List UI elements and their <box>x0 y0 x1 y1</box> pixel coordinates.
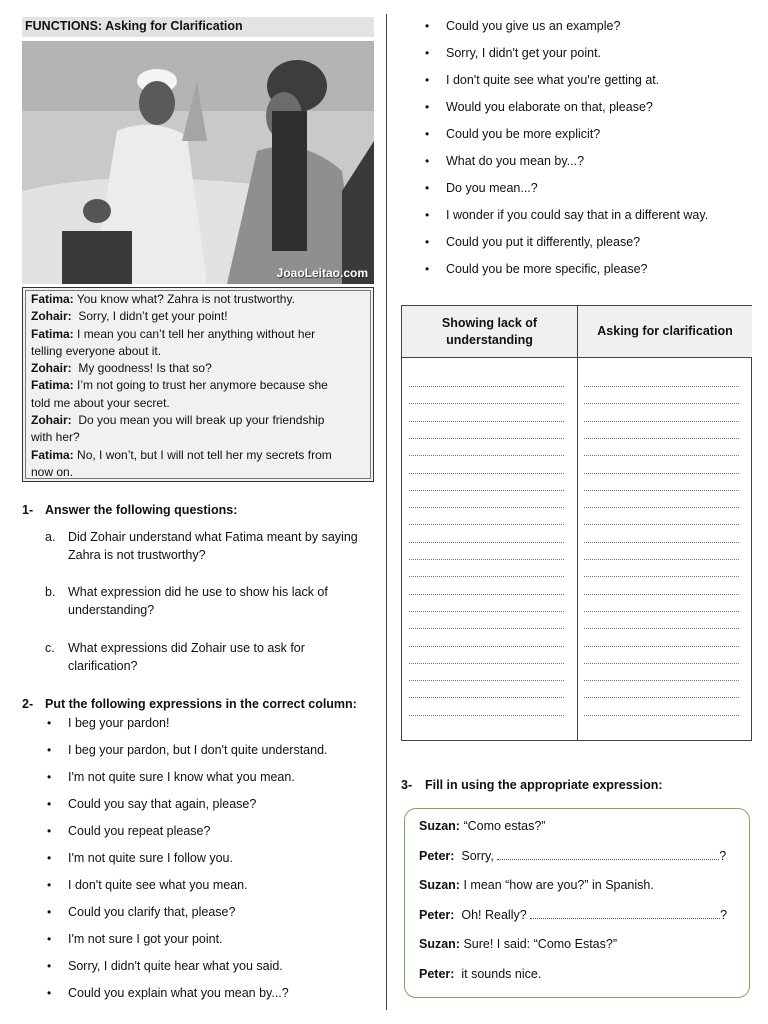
question-line: understanding? <box>68 603 155 617</box>
bullet-icon: • <box>47 851 52 865</box>
question-line: What expressions did Zohair use to ask for <box>68 641 305 655</box>
expression-item <box>47 714 328 741</box>
bullet-icon: • <box>47 743 52 757</box>
expression-text: I don't quite see what you're getting at. <box>446 73 660 87</box>
table-header-lack-of-understanding: Showing lack of understanding <box>402 306 577 358</box>
bullet-icon: • <box>425 73 430 87</box>
expression-item <box>425 71 708 98</box>
dialogue-line <box>31 343 365 360</box>
photo-watermark: JoaoLeitao.com <box>276 266 368 280</box>
answer-line-left[interactable] <box>409 438 564 439</box>
expression-item <box>47 984 328 1011</box>
question-line: What expression did he use to show his lack of <box>68 585 328 599</box>
answer-line-left[interactable] <box>409 490 564 491</box>
answer-line-right[interactable] <box>584 542 739 543</box>
dialogue-line <box>31 360 365 377</box>
answer-line-left[interactable] <box>409 386 564 387</box>
expression-text: What do you mean by...? <box>446 154 585 168</box>
answer-line-left[interactable] <box>409 663 564 664</box>
fill-in-text: Oh! Really? <box>454 907 531 922</box>
answer-line-left[interactable] <box>409 559 564 560</box>
table-header-asking-for-clarification: Asking for clarification <box>577 306 752 358</box>
question-1-heading <box>22 503 237 517</box>
dialogue-text: with her? <box>31 430 80 445</box>
question-letter: c. <box>45 641 55 655</box>
question-mark: ? <box>720 907 728 922</box>
dialogue-text: told me about your secret. <box>31 395 170 410</box>
fill-in-text: Sorry, <box>454 848 498 863</box>
answer-line-left[interactable] <box>409 628 564 629</box>
answer-line-left[interactable] <box>409 576 564 577</box>
expression-text: Sorry, I didn't get your point. <box>446 46 602 60</box>
answer-line-right[interactable] <box>584 386 739 387</box>
bullet-icon: • <box>47 797 52 811</box>
answer-line-right[interactable] <box>584 646 739 647</box>
dialogue-line <box>31 464 365 481</box>
expression-text: I'm not sure I got your point. <box>68 932 223 946</box>
dialogue-line <box>31 308 365 325</box>
expression-item <box>425 125 708 152</box>
page-title: FUNCTIONS: Asking for Clarification <box>22 17 374 37</box>
answer-line-right[interactable] <box>584 559 739 560</box>
fill-in-text: I mean “how are you?” in Spanish. <box>459 878 654 892</box>
question-line: clarification? <box>68 659 138 673</box>
expression-text: Could you say that again, please? <box>68 797 257 811</box>
answer-line-right[interactable] <box>584 697 739 698</box>
bullet-icon: • <box>47 824 52 838</box>
question-2-text: Put the following expressions in the correct column: <box>45 697 357 711</box>
question-2-number: 2- <box>22 697 34 711</box>
expression-list-right <box>425 17 709 287</box>
expression-list-left <box>47 714 328 1011</box>
dialogue-inner <box>25 290 371 479</box>
question-mark: ? <box>719 848 727 863</box>
bullet-icon: • <box>425 154 430 168</box>
fill-in-line <box>419 906 749 936</box>
speaker-name: Suzan: <box>419 819 460 833</box>
fill-in-text: it sounds nice. <box>454 966 542 981</box>
speaker-name: Peter: <box>419 848 455 863</box>
expression-text: Could you be more specific, please? <box>446 262 648 276</box>
expression-text: Could you be more explicit? <box>446 127 601 141</box>
answer-line-left[interactable] <box>409 421 564 422</box>
fill-in-blank[interactable] <box>497 849 719 860</box>
speaker-name: Peter: <box>419 907 455 922</box>
answer-table <box>401 305 752 741</box>
question-1b <box>45 583 365 619</box>
speaker-name: Suzan: <box>419 937 460 951</box>
expression-item <box>47 957 328 984</box>
dialogue-text: My goodness! Is that so? <box>71 361 212 376</box>
answer-line-right[interactable] <box>584 455 739 456</box>
answer-line-left[interactable] <box>409 680 564 681</box>
bullet-icon: • <box>425 127 430 141</box>
answer-line-right[interactable] <box>584 421 739 422</box>
dialogue-text: You know what? Zahra is not trustworthy. <box>73 292 295 306</box>
question-2-heading <box>22 697 357 711</box>
answer-line-left[interactable] <box>409 646 564 647</box>
expression-item <box>425 206 709 233</box>
answer-line-right[interactable] <box>584 715 739 716</box>
dialogue-text: I mean you can’t tell her anything without her <box>73 326 316 341</box>
speaker-name: Fatima: <box>31 447 74 462</box>
expression-text: I beg your pardon! <box>68 716 170 730</box>
dialogue-text: I’m not going to trust her anymore because she <box>73 378 328 393</box>
bullet-icon: • <box>425 100 430 114</box>
question-1a <box>45 528 365 564</box>
speaker-name: Peter: <box>419 966 455 981</box>
dialogue-line <box>31 429 365 446</box>
answer-line-right[interactable] <box>584 403 739 404</box>
expression-item <box>47 768 328 795</box>
speaker-name: Fatima: <box>31 326 74 341</box>
question-3-text: Fill in using the appropriate expression: <box>425 778 663 792</box>
answer-line-right[interactable] <box>584 594 739 595</box>
expression-item <box>47 822 328 849</box>
expression-text: I'm not quite sure I know what you mean. <box>68 770 295 784</box>
question-1-text: Answer the following questions: <box>45 503 238 517</box>
expression-item <box>47 930 328 957</box>
fill-in-line <box>419 935 749 965</box>
answer-line-left[interactable] <box>409 594 564 595</box>
question-line: Zahra is not trustworthy? <box>68 548 206 562</box>
fill-in-blank[interactable] <box>530 908 720 919</box>
bullet-icon: • <box>47 986 52 1000</box>
question-letter: a. <box>45 530 56 544</box>
answer-line-left[interactable] <box>409 542 564 543</box>
bullet-icon: • <box>425 46 430 60</box>
answer-line-left[interactable] <box>409 455 564 456</box>
bullet-icon: • <box>425 19 430 33</box>
bullet-icon: • <box>47 905 52 919</box>
expression-item <box>425 44 708 71</box>
expression-text: I wonder if you could say that in a different way. <box>446 208 709 222</box>
expression-item <box>47 795 328 822</box>
bullet-icon: • <box>425 208 430 222</box>
expression-item <box>425 233 708 260</box>
answer-line-right[interactable] <box>584 663 739 664</box>
expression-item <box>47 741 328 768</box>
question-1-number: 1- <box>22 503 34 517</box>
table-column-divider <box>577 358 578 741</box>
fill-in-text: “Como estas?” <box>459 819 546 833</box>
dialogue-text: No, I won’t, but I will not tell her my secrets from <box>73 447 332 462</box>
dialogue-text: now on. <box>31 464 74 479</box>
expression-text: Sorry, I didn't quite hear what you said. <box>68 959 283 973</box>
answer-line-right[interactable] <box>584 576 739 577</box>
dialogue-text: telling everyone about it. <box>31 343 162 358</box>
expression-text: I beg your pardon, but I don't quite understand. <box>68 743 328 757</box>
expression-text: Do you mean...? <box>446 181 538 195</box>
speaker-name: Fatima: <box>31 292 74 306</box>
expression-text: Could you clarify that, please? <box>68 905 236 919</box>
answer-line-left[interactable] <box>409 403 564 404</box>
expression-item <box>425 98 708 125</box>
fill-in-text: Sure! I said: “Como Estas?” <box>459 937 617 951</box>
bullet-icon: • <box>47 932 52 946</box>
answer-line-right[interactable] <box>584 628 739 629</box>
expression-text: Would you elaborate on that, please? <box>446 100 653 114</box>
speaker-name: Zohair: <box>31 309 72 324</box>
bullet-icon: • <box>47 716 52 730</box>
expression-item <box>47 903 328 930</box>
answer-line-left[interactable] <box>409 715 564 716</box>
speaker-name: Zohair: <box>31 361 72 376</box>
expression-item <box>425 17 708 44</box>
speaker-name: Suzan: <box>419 878 460 892</box>
expression-item <box>425 152 708 179</box>
dialogue-line <box>31 412 365 429</box>
expression-text: Could you repeat please? <box>68 824 211 838</box>
expression-item <box>425 260 708 287</box>
bullet-icon: • <box>47 878 52 892</box>
expression-text: I'm not quite sure I follow you. <box>68 851 233 865</box>
question-letter: b. <box>45 585 56 599</box>
fill-in-dialogue-box <box>404 808 750 998</box>
illustration-photo <box>22 41 374 284</box>
expression-text: Could you explain what you mean by...? <box>68 986 289 1000</box>
photo-drawing <box>22 41 374 284</box>
question-3-heading <box>401 778 663 792</box>
fill-in-line <box>419 876 749 906</box>
answer-line-right[interactable] <box>584 507 739 508</box>
answer-line-left[interactable] <box>409 473 564 474</box>
expression-text: I don't quite see what you mean. <box>68 878 248 892</box>
answer-line-right[interactable] <box>584 611 739 612</box>
dialogue-text: Do you mean you will break up your friendship <box>71 413 325 428</box>
dialogue-line <box>31 326 365 343</box>
speaker-name: Zohair: <box>31 413 72 428</box>
bullet-icon: • <box>47 770 52 784</box>
answer-line-left[interactable] <box>409 524 564 525</box>
fill-in-line <box>419 847 749 877</box>
expression-item <box>47 876 328 903</box>
answer-line-right[interactable] <box>584 490 739 491</box>
expression-text: Could you give us an example? <box>446 19 621 33</box>
expression-item <box>47 849 328 876</box>
expression-item <box>425 179 708 206</box>
dialogue-line <box>31 447 365 464</box>
answer-line-right[interactable] <box>584 438 739 439</box>
answer-line-right[interactable] <box>584 524 739 525</box>
bullet-icon: • <box>47 959 52 973</box>
fill-in-line <box>419 817 749 847</box>
answer-line-right[interactable] <box>584 680 739 681</box>
dialogue-text: Sorry, I didn’t get your point! <box>71 309 228 324</box>
speaker-name: Fatima: <box>31 378 74 393</box>
bullet-icon: • <box>425 181 430 195</box>
answer-line-left[interactable] <box>409 507 564 508</box>
dialogue-line <box>31 377 365 394</box>
answer-line-left[interactable] <box>409 611 564 612</box>
dialogue-line <box>31 291 365 308</box>
bullet-icon: • <box>425 262 430 276</box>
question-3-number: 3- <box>401 778 413 792</box>
answer-line-right[interactable] <box>584 473 739 474</box>
dialogue-box <box>22 287 374 482</box>
fill-in-line <box>419 965 749 995</box>
dialogue-line <box>31 395 365 412</box>
question-line: Did Zohair understand what Fatima meant by saying <box>68 530 358 544</box>
bullet-icon: • <box>425 235 430 249</box>
expression-text: Could you put it differently, please? <box>446 235 641 249</box>
column-divider <box>386 14 387 1010</box>
question-1c <box>45 639 365 675</box>
answer-line-left[interactable] <box>409 697 564 698</box>
